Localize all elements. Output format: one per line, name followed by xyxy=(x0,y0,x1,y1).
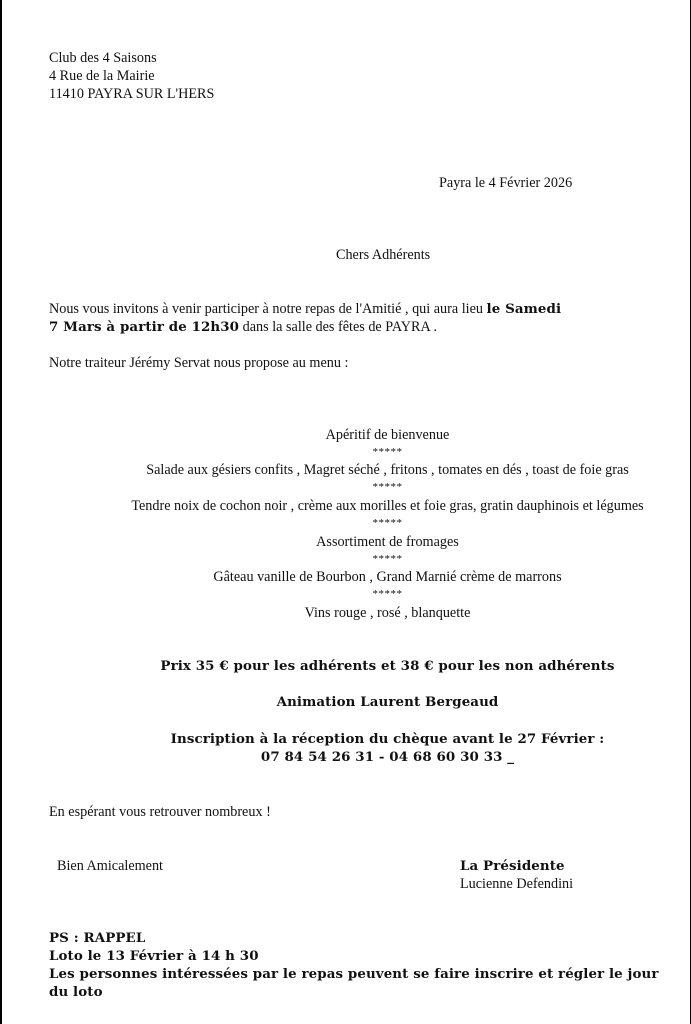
ps-note-line-2: du loto xyxy=(49,984,103,1000)
phones-line: 07 84 54 26 31 - 04 68 60 30 33 _ xyxy=(260,749,515,765)
menu-item-dessert: Gâteau vanille de Bourbon , Grand Marnié crème de marrons xyxy=(213,569,562,585)
menu-separator: ***** xyxy=(372,517,403,529)
signature-name: Lucienne Defendini xyxy=(460,876,574,892)
price-line: Prix 35 € pour les adhérents et 38 € pour les non adhérents xyxy=(160,658,615,674)
intro-bold-date: 7 Mars à partir de 12h30 xyxy=(49,319,240,335)
menu-item-wines: Vins rouge , rosé , blanquette xyxy=(304,605,471,621)
date-line: Payra le 4 Février 2026 xyxy=(439,175,573,191)
salutation: Chers Adhérents xyxy=(336,247,431,263)
sender-city: 11410 PAYRA SUR L'HERS xyxy=(49,86,215,102)
ps-loto: Loto le 13 Février à 14 h 30 xyxy=(49,948,259,964)
menu-separator: ***** xyxy=(372,446,403,458)
sign-off: Bien Amicalement xyxy=(57,858,163,874)
menu-separator: ***** xyxy=(372,481,403,493)
intro-text-2: dans la salle des fêtes de PAYRA . xyxy=(239,319,438,335)
signature-title: La Présidente xyxy=(460,858,565,874)
menu-separator: ***** xyxy=(372,553,403,565)
menu-item-starter: Salade aux gésiers confits , Magret séché , fritons , tomates en dés , toast de foie gras xyxy=(146,462,629,478)
intro-text-1: Nous vous invitons à venir participer à notre repas de l'Amitié , qui aura lieu xyxy=(49,301,487,317)
menu-separator: ***** xyxy=(372,588,403,600)
intro-line-1 xyxy=(49,300,561,318)
animation-line: Animation Laurent Bergeaud xyxy=(276,694,499,710)
ps-note-line-1: Les personnes intéressées par le repas peuvent se faire inscrire et régler le jour xyxy=(49,966,659,982)
menu-item-aperitif: Apéritif de bienvenue xyxy=(325,427,450,443)
page-border-left xyxy=(0,0,2,1024)
sender-street: 4 Rue de la Mairie xyxy=(49,68,155,84)
ps-heading: PS : RAPPEL xyxy=(49,930,146,946)
intro-line-2 xyxy=(49,318,437,336)
caterer-line: Notre traiteur Jérémy Servat nous propose au menu : xyxy=(49,355,349,371)
closing-hope: En espérant vous retrouver nombreux ! xyxy=(49,804,271,820)
menu-item-main: Tendre noix de cochon noir , crème aux morilles et foie gras, gratin dauphinois et légumes xyxy=(131,498,644,514)
inscription-line: Inscription à la réception du chèque avant le 27 Février : xyxy=(170,731,605,747)
sender-name: Club des 4 Saisons xyxy=(49,50,157,66)
intro-bold-day: le Samedi xyxy=(486,301,562,317)
menu-item-cheese: Assortiment de fromages xyxy=(316,534,459,550)
